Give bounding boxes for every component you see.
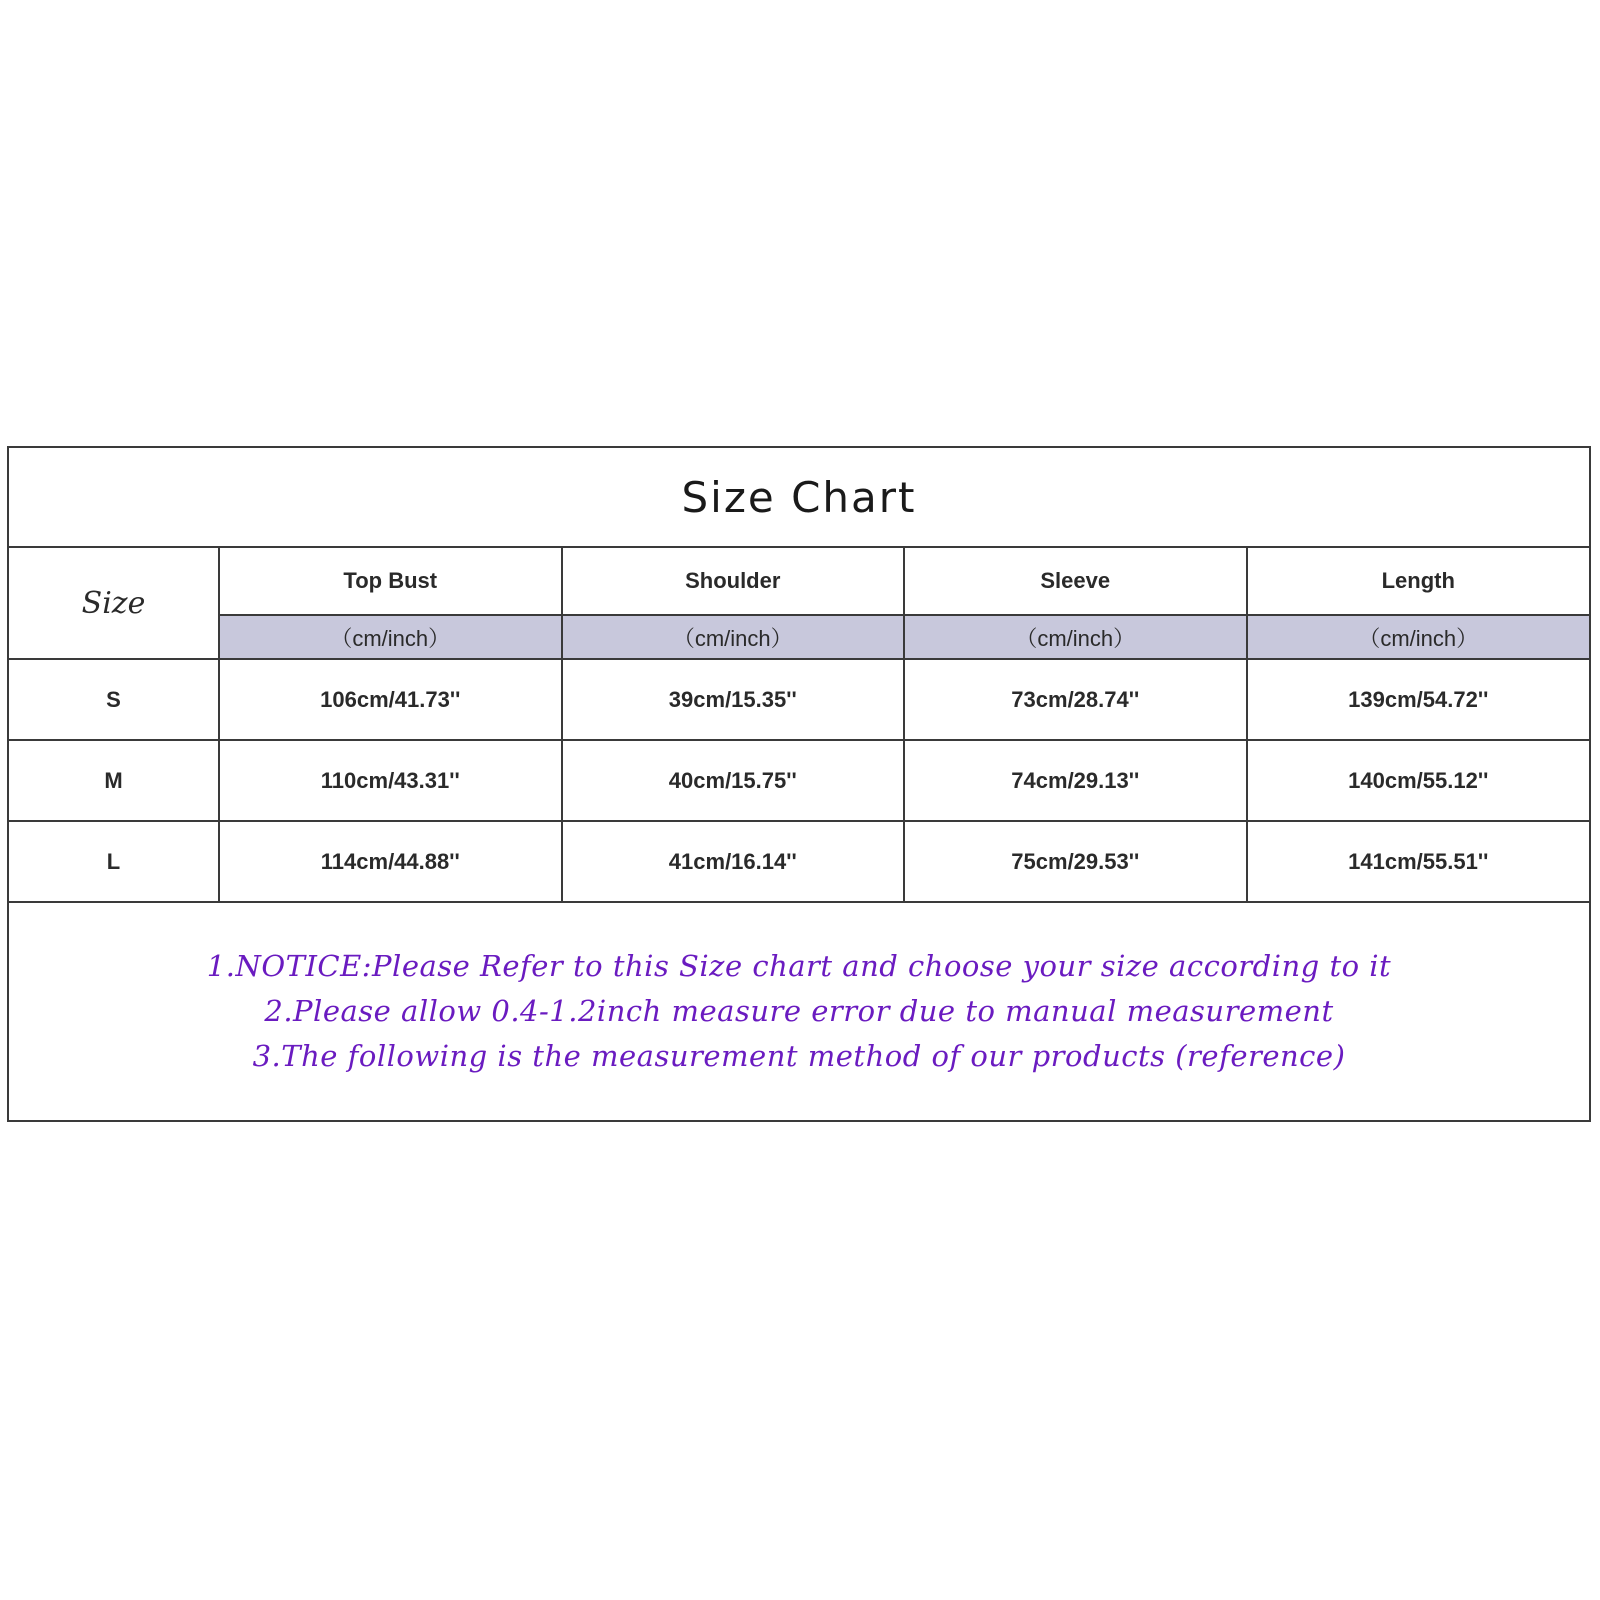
length-value: 139cm/54.72'' xyxy=(1247,659,1590,740)
shoulder-value: 41cm/16.14'' xyxy=(562,821,905,902)
table-row xyxy=(9,659,1589,740)
column-header-sleeve: Sleeve xyxy=(904,548,1247,615)
unit-label: （cm/inch） xyxy=(562,615,905,659)
unit-row xyxy=(9,615,1589,659)
length-value: 140cm/55.12'' xyxy=(1247,740,1590,821)
table-row xyxy=(9,821,1589,902)
sleeve-value: 73cm/28.74'' xyxy=(904,659,1247,740)
length-value: 141cm/55.51'' xyxy=(1247,821,1590,902)
top-bust-value: 114cm/44.88'' xyxy=(219,821,562,902)
note-line-2: 2.Please allow 0.4-1.2inch measure error due to manual measurement xyxy=(264,993,1334,1028)
column-header-shoulder: Shoulder xyxy=(562,548,905,615)
size-label: S xyxy=(9,659,219,740)
table-row xyxy=(9,740,1589,821)
title-row xyxy=(9,448,1589,548)
chart-title: Size Chart xyxy=(681,472,917,522)
size-label: M xyxy=(9,740,219,821)
sleeve-value: 74cm/29.13'' xyxy=(904,740,1247,821)
top-bust-value: 106cm/41.73'' xyxy=(219,659,562,740)
size-table xyxy=(9,548,1589,903)
shoulder-value: 40cm/15.75'' xyxy=(562,740,905,821)
size-label: L xyxy=(9,821,219,902)
sleeve-value: 75cm/29.53'' xyxy=(904,821,1247,902)
top-bust-value: 110cm/43.31'' xyxy=(219,740,562,821)
size-chart xyxy=(7,446,1591,1122)
unit-label: （cm/inch） xyxy=(1247,615,1590,659)
column-header-top-bust: Top Bust xyxy=(219,548,562,615)
header-row xyxy=(9,548,1589,615)
unit-label: （cm/inch） xyxy=(219,615,562,659)
note-line-3: 3.The following is the measurement method of our products (reference) xyxy=(252,1038,1346,1073)
shoulder-value: 39cm/15.35'' xyxy=(562,659,905,740)
note-line-1: 1.NOTICE:Please Refer to this Size chart and choose your size according to it xyxy=(206,948,1392,983)
unit-label: （cm/inch） xyxy=(904,615,1247,659)
notes-section xyxy=(9,902,1589,1120)
size-column-header: Size xyxy=(9,548,219,659)
column-header-length: Length xyxy=(1247,548,1590,615)
